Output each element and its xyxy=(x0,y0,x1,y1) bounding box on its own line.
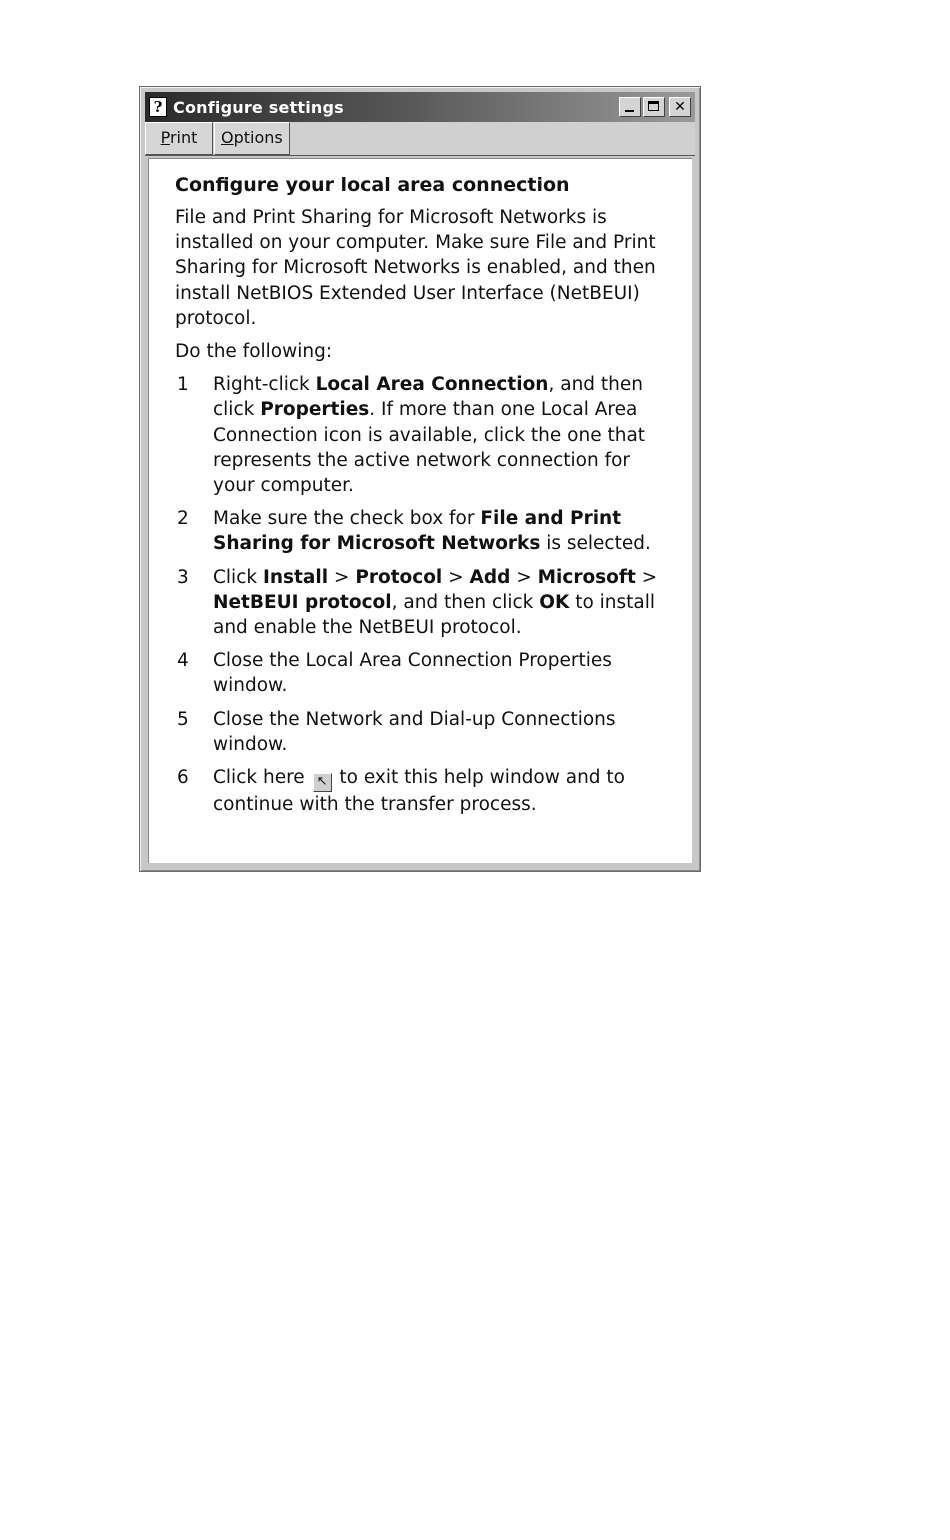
title-bar[interactable] xyxy=(145,92,695,122)
step-text xyxy=(213,765,672,817)
help-window xyxy=(139,86,701,872)
help-heading: Configure your local area connection xyxy=(175,174,570,196)
step-text-segment: > xyxy=(510,566,538,588)
step-text-segment: Close the Network and Dial-up Connections window. xyxy=(213,708,616,755)
step-bold-text: Protocol xyxy=(355,566,443,588)
options-button[interactable] xyxy=(214,122,290,155)
step-text-segment: to exit this help window and to continue with the transfer process. xyxy=(213,767,625,816)
step-text-segment: , and then click xyxy=(213,374,644,421)
step-text-segment: . If more than one Local Area Connection icon is available, click the one that represents the active network connection for your computer. xyxy=(213,399,646,497)
step-number: 6 xyxy=(177,767,189,789)
step-number: 3 xyxy=(177,566,189,588)
step-bold-text: Local Area Connection xyxy=(315,374,549,396)
step-text-segment: , and then click xyxy=(391,591,540,613)
step-bold-text: Add xyxy=(469,566,511,588)
step-bold-text: NetBEUI protocol xyxy=(213,591,392,613)
step-text-segment: Click here xyxy=(213,767,311,789)
step-text xyxy=(213,565,672,641)
step-item xyxy=(175,648,672,698)
step-bold-text: Install xyxy=(262,566,329,588)
step-item xyxy=(175,565,672,641)
close-button[interactable] xyxy=(669,97,691,117)
step-text-segment: Click xyxy=(213,566,263,588)
step-bold-text: Microsoft xyxy=(537,566,636,588)
step-bold-text: Properties xyxy=(260,399,370,421)
window-title: Configure settings xyxy=(173,97,344,117)
print-button[interactable] xyxy=(145,122,213,155)
step-bold-text: OK xyxy=(539,591,570,613)
steps-list xyxy=(175,372,672,817)
step-text-segment: to install and enable the NetBEUI protocol. xyxy=(213,591,656,639)
step-item xyxy=(175,707,672,757)
minimize-button[interactable] xyxy=(619,97,641,117)
step-text-segment: > xyxy=(442,566,470,588)
step-text xyxy=(213,372,672,498)
maximize-button[interactable] xyxy=(643,97,665,117)
step-text-segment: > xyxy=(635,566,658,588)
minimize-icon xyxy=(625,110,634,112)
step-item xyxy=(175,765,672,817)
options-accel: O xyxy=(221,128,234,147)
step-text-segment: Right-click xyxy=(213,374,316,396)
step-text xyxy=(213,506,672,556)
step-number: 5 xyxy=(177,708,189,730)
step-text-segment: > xyxy=(328,566,356,588)
do-following-text: Do the following: xyxy=(175,341,333,363)
step-bold-text: File and Print Sharing for Microsoft Networks xyxy=(213,508,622,555)
step-item xyxy=(175,372,672,498)
question-mark-icon: ? xyxy=(149,97,167,117)
step-number: 1 xyxy=(177,374,189,396)
step-number: 4 xyxy=(177,650,189,672)
print-accel: P xyxy=(160,128,170,147)
step-item xyxy=(175,506,672,556)
step-number: 2 xyxy=(177,508,189,530)
options-label: ptions xyxy=(233,128,283,147)
step-text xyxy=(213,707,672,757)
close-icon: ✕ xyxy=(674,99,686,115)
maximize-icon xyxy=(648,101,659,111)
print-label: rint xyxy=(169,128,198,147)
toolbar xyxy=(145,122,695,156)
step-text-segment: Make sure the check box for xyxy=(213,508,481,530)
help-content xyxy=(148,158,692,863)
step-text-segment: is selected. xyxy=(540,533,651,555)
step-text-segment: Close the Local Area Connection Properties window. xyxy=(213,650,612,697)
intro-text: File and Print Sharing for Microsoft Networks is installed on your computer. Make sure File and Print Sharing for Microsoft Networks is enabled, and then install NetBIOS Extended User Interface (NetBEUI) protocol. xyxy=(175,207,656,329)
step-text xyxy=(213,648,672,698)
back-arrow-icon[interactable]: ↖ xyxy=(313,773,332,792)
